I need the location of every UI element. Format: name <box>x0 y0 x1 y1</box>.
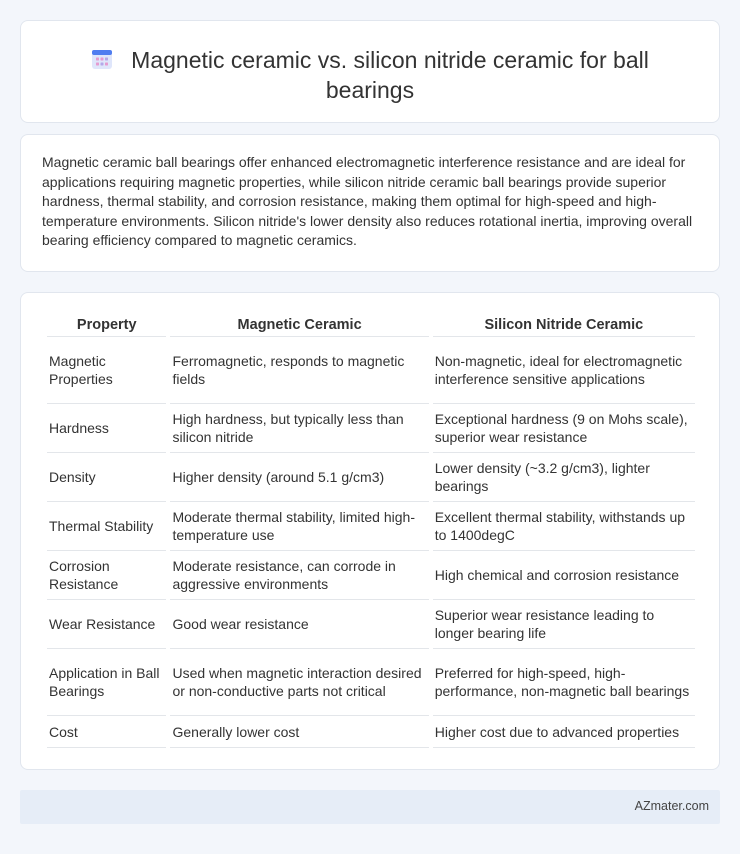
cell-property: Cost <box>47 716 166 748</box>
cell-property: Thermal Stability <box>47 502 166 551</box>
cell-silicon: Excellent thermal stability, withstands up to 1400degC <box>433 502 695 551</box>
calendar-grid-icon <box>91 48 113 70</box>
cell-silicon: Preferred for high-speed, high-performance, non-magnetic ball bearings <box>433 649 695 716</box>
cell-magnetic: High hardness, but typically less than silicon nitride <box>170 404 428 453</box>
cell-silicon: Superior wear resistance leading to longer bearing life <box>433 600 695 649</box>
cell-silicon: Lower density (~3.2 g/cm3), lighter bearings <box>433 453 695 502</box>
cell-magnetic: Generally lower cost <box>170 716 428 748</box>
cell-property: Corrosion Resistance <box>47 551 166 600</box>
header-silicon-nitride: Silicon Nitride Ceramic <box>433 315 695 337</box>
title-card <box>20 20 720 123</box>
table-row <box>47 453 695 502</box>
cell-property: Wear Resistance <box>47 600 166 649</box>
cell-property: Hardness <box>47 404 166 453</box>
header-magnetic-ceramic: Magnetic Ceramic <box>170 315 428 337</box>
table-header-row <box>47 315 695 337</box>
footer-brand: AZmater.com <box>634 799 709 813</box>
cell-silicon: Non-magnetic, ideal for electromagnetic interference sensitive applications <box>433 337 695 404</box>
footer-bar <box>20 790 720 824</box>
cell-magnetic: Good wear resistance <box>170 600 428 649</box>
cell-magnetic: Moderate thermal stability, limited high-temperature use <box>170 502 428 551</box>
page-title: Magnetic ceramic vs. silicon nitride ceramic for ball bearings <box>131 47 649 103</box>
comparison-table <box>43 315 699 748</box>
cell-silicon: Exceptional hardness (9 on Mohs scale), superior wear resistance <box>433 404 695 453</box>
cell-magnetic: Higher density (around 5.1 g/cm3) <box>170 453 428 502</box>
table-row <box>47 502 695 551</box>
cell-silicon: Higher cost due to advanced properties <box>433 716 695 748</box>
cell-magnetic: Moderate resistance, can corrode in aggressive environments <box>170 551 428 600</box>
cell-property: Application in Ball Bearings <box>47 649 166 716</box>
cell-silicon: High chemical and corrosion resistance <box>433 551 695 600</box>
summary-paragraph: Magnetic ceramic ball bearings offer enhanced electromagnetic interference resistance and are ideal for applications requiring magnetic properties, while silicon nitride ceramic ball bearings provide superior hardness, thermal stability, and corrosion resistance, making them optimal for high-speed and high-temperature environments. Silicon nitride's lower density also reduces rotational inertia, improving overall bearing efficiency compared to magnetic ceramics. <box>42 154 693 248</box>
cell-magnetic: Ferromagnetic, responds to magnetic fields <box>170 337 428 404</box>
table-row <box>47 551 695 600</box>
summary-card <box>20 134 720 272</box>
title-wrap <box>21 45 719 105</box>
cell-property: Magnetic Properties <box>47 337 166 404</box>
table-row <box>47 716 695 748</box>
table-row <box>47 337 695 404</box>
table-row <box>47 600 695 649</box>
cell-property: Density <box>47 453 166 502</box>
comparison-table-card <box>20 292 720 770</box>
header-property: Property <box>47 315 166 337</box>
table-row <box>47 649 695 716</box>
cell-magnetic: Used when magnetic interaction desired or non-conductive parts not critical <box>170 649 428 716</box>
table-row <box>47 404 695 453</box>
